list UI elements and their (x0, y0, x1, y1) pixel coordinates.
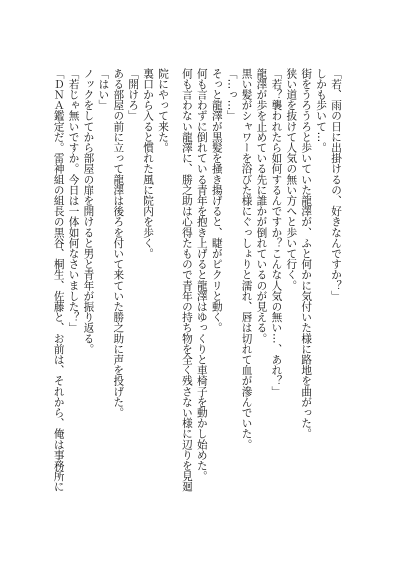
paragraph: 裏口から入ると慣れた風に院内を歩く。 (142, 68, 155, 259)
paragraph: ノックをしてから部屋の扉を開けると男と青年が振り返る。 (82, 68, 95, 355)
text-block-left (50, 68, 170, 498)
paragraph: 龍澤が歩を止めている先に誰かが倒れているのが見える。 (255, 68, 268, 344)
paragraph: 「開けろ」 (127, 68, 140, 121)
paragraph: 院にやって来た。 (157, 68, 169, 153)
paragraph: 「ＤＮＡ鑑定だ。雷神組の組長の黒谷、桐生、佐藤と、お前は、それから、俺は事務所に (52, 68, 65, 492)
paragraph: ある部屋の前に立って龍澤は後ろを付いて来ていた勝之助に声を投げた。 (112, 68, 125, 418)
paragraph: 狭い道を抜けて人気の無い方へと歩いて行く。 (285, 68, 298, 291)
paragraph: 「はい」 (97, 68, 110, 111)
paragraph: 「若じゃ無いですか。今日は一体如何なさいました？」 (67, 68, 80, 333)
text-block-right (181, 68, 343, 498)
paragraph: 「…っ…」 (225, 68, 238, 121)
paragraph: 何も言わずに倒れている青年を抱き上げると龍澤はゆっくりと車椅子を動かし始めた。 (195, 68, 208, 482)
paragraph: 「若、雨の日に出掛けるの、好きなんですか？」 (330, 68, 342, 302)
paragraph: 黒い髪がシャワーを浴びた様にぐっしょりと濡れ、唇は切れて血が滲んでいた。 (240, 68, 253, 450)
paragraph: 何も言わない龍澤に、勝之助は心得たもので青年の持ち物を全く残さない様に辺りを見廻 (181, 68, 193, 492)
paragraph: しかも歩いて…。 (315, 68, 328, 153)
paragraph: そっと龍澤が黒髪を掻き揚げると、睫がピクリと動く。 (210, 68, 223, 333)
paragraph: 街をうろうろと歩いていた龍澤が、ふと何かに気付いた様に路地を曲がった。 (300, 68, 313, 439)
paragraph: 「若？襲われたら如何するんですか？こんな人気の無い…、あれ？」 (270, 68, 283, 397)
